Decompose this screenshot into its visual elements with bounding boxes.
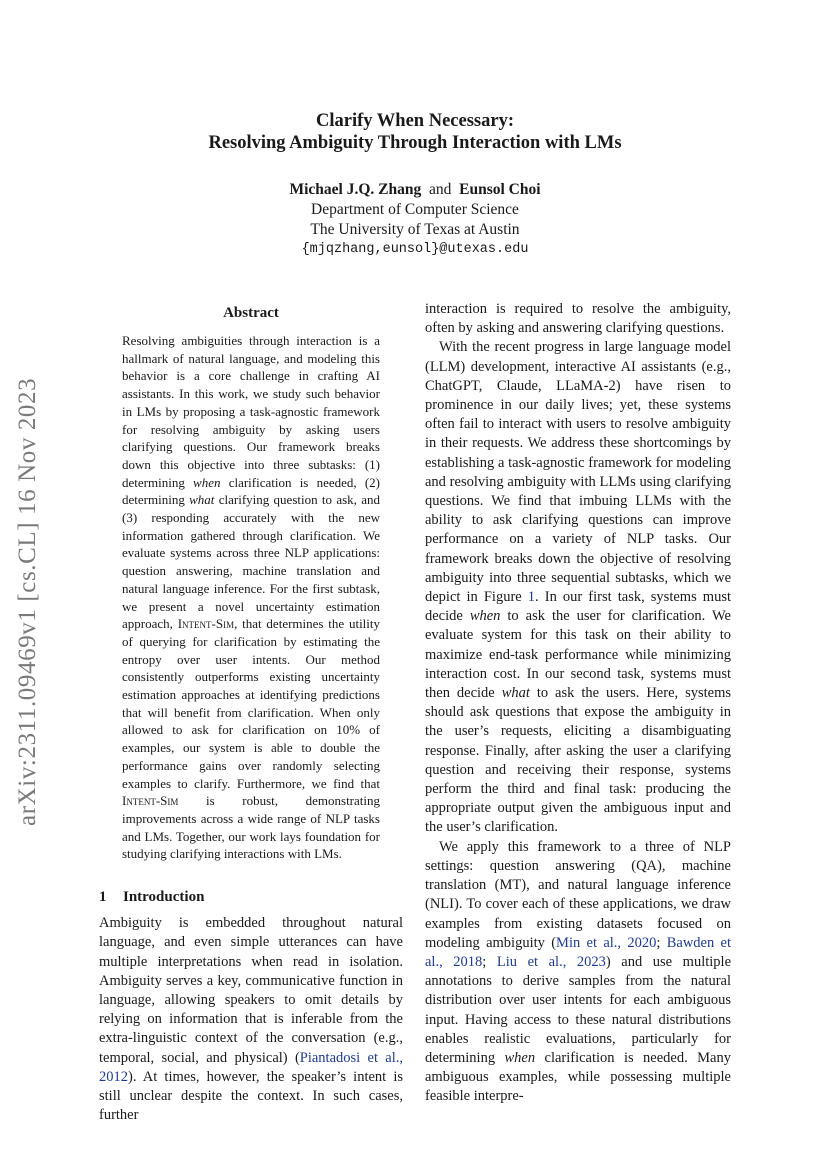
section-heading-introduction (99, 889, 403, 906)
author-conjunction: and (428, 181, 452, 198)
author-1: Michael J.Q. Zhang (289, 181, 422, 198)
citation-link[interactable]: Piantadosi et al., 2012 (99, 1049, 403, 1085)
citation-link[interactable]: Min et al., 2020 (556, 934, 657, 951)
intro-paragraph-3: We apply this framework to a three of NLP settings: question answering (QA), machine translation (MT), and natural language inference (NLI). To cover each of these applications, we draw examples from existing datasets focused on modeling ambiguity (Min et al., 2020; Bawden et al., 2018; Liu et al., 2023) and use multiple annotations to derive samples from the natural distribution over user intents for each ambiguous input. Having access to these natural distributions enables realistic evaluations, particularly for determining when clarification is needed. Many ambiguous examples, while possessing multiple feasible interpre- (425, 838, 732, 1105)
figure-reference-link[interactable]: 1 (527, 589, 536, 606)
author-2: Eunsol Choi (459, 181, 541, 198)
title-line-2: Resolving Ambiguity Through Interaction with LMs (208, 133, 622, 153)
method-name: Intent-Sim (177, 616, 235, 632)
emph-when: when (193, 474, 221, 490)
arxiv-identifier: arXiv:2311.09469v1 [cs.CL] 16 Nov 2023 (14, 377, 41, 827)
abstract-heading: Abstract (223, 305, 279, 321)
intro-paragraph-1: Ambiguity is embedded throughout natural language, and even simple utterances can have multiple interpretations when read in isolation. Ambiguity serves a key, communicative function in language, allowing speakers to omit details by relying on information that is inferable from the extra-linguistic context of the conversation (e.g., temporal, social, and physical) (Piantadosi et al., 2012). At times, however, the speaker’s intent is still unclear despite the context. In such cases, further (99, 915, 403, 1124)
right-column (425, 300, 731, 1107)
emph-what: what (501, 685, 530, 702)
author-email: {mjqzhang,eunsol}@utexas.edu (301, 242, 529, 257)
author-names (100, 180, 730, 200)
abstract-text: Resolving ambiguities through interaction is a hallmark of natural language, and modeling this behavior is a core challenge in crafting AI assistants. In this work, we study such behavior in LMs by proposing a task-agnostic framework for resolving ambiguity by asking users clarifying questions. Our framework breaks down this objective into three subtasks: (1) determining when clarification is needed, (2) determining what clarifying question to ask, and (3) responding accurately with the new information gathered through clarification. We evaluate systems across three NLP applications: question answering, machine translation and natural language inference. For the first subtask, we present a novel uncertainty estimation approach, Intent-Sim, that determines the utility of querying for clarification by estimating the entropy over user intents. Our method consistently outperforms existing uncertainty estimation approaches at identifying predictions that will benefit from clarification. When only allowed to ask for clarification on 10% of examples, our system is able to double the performance gains over randomly selecting examples to clarify. Furthermore, we find that Intent-Sim is robust, demonstrating improvements across a wide range of NLP tasks and LMs. Together, our work lays foundation for studying clarifying interactions with LMs. (122, 333, 381, 862)
section-title: Introduction (123, 889, 205, 906)
citation-link[interactable]: Bawden et al., 2018 (425, 934, 732, 970)
emph-what: what (189, 492, 215, 508)
method-name: Intent-Sim (122, 793, 179, 809)
emph-when: when (504, 1049, 536, 1066)
section-number: 1 (99, 889, 107, 906)
intro-paragraph-1-continued: interaction is required to resolve the ambiguity, often by asking and answering clarifying questions. (425, 301, 731, 337)
title-line-1: Clarify When Necessary: (316, 111, 514, 131)
affiliation-department: Department of Computer Science (311, 201, 519, 218)
intro-paragraph-2: With the recent progress in large language model (LLM) development, interactive AI assistants (e.g., ChatGPT, Claude, LLaMA-2) have risen to prominence in our daily lives; yet, these systems often fail to interact with users to resolve ambiguity in their requests. We address these shortcomings by establishing a task-agnostic framework for modeling and resolving ambiguity with LLMs using clarifying questions. We find that imbuing LLMs with the ability to ask clarifying questions can improve performance on a variety of NLP tasks. Our framework breaks down the objective of resolving ambiguity into three sequential subtasks, which we depict in Figure 1. In our first task, systems must decide when to ask the user for clarification. We evaluate system for this task on their ability to maximize end-task performance while minimizing interaction cost. In our second task, systems must then decide what to ask the users. Here, systems should ask questions that expose the ambiguity in the user’s requests, eliciting a disambiguating response. Finally, after asking the user a clarifying question and receiving their response, systems perform the third and final task: producing the appropriate output given the ambiguous input and the user’s clarification. (425, 339, 731, 836)
author-block (100, 180, 730, 260)
affiliation-university: The University of Texas at Austin (310, 221, 520, 238)
left-column (99, 305, 403, 1125)
emph-when: when (469, 608, 501, 625)
paper-title (100, 110, 730, 154)
citation-link[interactable]: Liu et al., 2023 (496, 953, 606, 970)
